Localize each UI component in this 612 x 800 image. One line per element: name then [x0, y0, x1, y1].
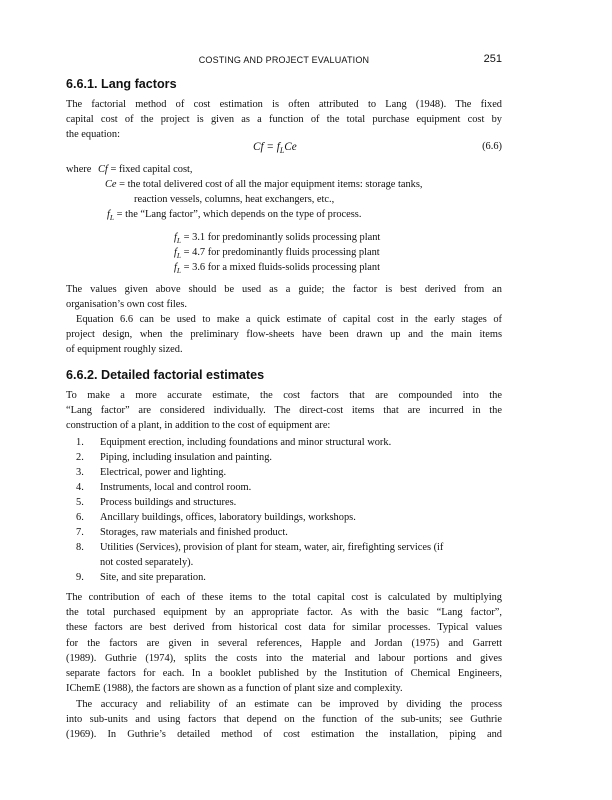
definition-text: = the “Lang factor”, which depends on the type of process.: [116, 209, 362, 220]
section-heading-detailed-factorial: 6.6.2. Detailed factorial estimates: [66, 368, 265, 382]
text-line: of equipment roughly sized.: [66, 344, 183, 356]
lang-factor-solids: $f_L = 3.1$ for predominantly solids processing plant: [174, 232, 381, 246]
definition-text: = the total delivered cost of all the major equipment items: storage tanks,: [119, 179, 423, 190]
text-line: the total purchased equipment by an appropriate factor. As with the basic “Lang factor”,: [66, 607, 502, 619]
text-line: the equation:: [66, 129, 120, 141]
text-line: into sub-units and using factors that depend on the function of the sub-units; see Guthrie: [66, 714, 502, 726]
text-line: construction of a plant, in addition to the cost of equipment are:: [66, 420, 331, 432]
section-heading-lang-factors: 6.6.1. Lang factors: [66, 77, 177, 91]
text-line: (1989). Guthrie (1974), splits the costs into the material and labour portions and gives: [66, 652, 502, 664]
page-number: 251: [483, 53, 502, 65]
text-line: these factors are best derived from historical cost data for similar processes. Typical values: [66, 622, 502, 634]
text-line: To make a more accurate estimate, the cost factors that are compounded into the: [66, 390, 502, 401]
section2-intro: [66, 388, 502, 434]
equation-number: (6.6): [482, 141, 502, 152]
definition-ce-continued: [134, 192, 334, 207]
text-line: capital cost of the project is given as a function of the total purchase equipment cost by: [66, 114, 502, 126]
running-title: COSTING AND PROJECT EVALUATION: [198, 55, 370, 65]
text-line: separate factors for each. In a booklet published by the Institution of Chemical Engineers,: [66, 668, 502, 680]
lang-factor-fluids: $f_L = 4.7$ for predominantly fluids processing plant: [174, 247, 380, 261]
text-line: The accuracy and reliability of an estimate can be improved by dividing the process: [76, 699, 502, 710]
equation-6-6: [66, 141, 502, 157]
section2-paragraph-2: [66, 590, 502, 696]
equation-expression: $Cf = f_LCe$: [253, 141, 297, 156]
running-header: [66, 55, 502, 69]
text-line: for the factors are given in several references, Happle and Jordan (1975) and Garrett: [66, 637, 502, 649]
definition-text: = fixed capital cost,: [110, 164, 193, 175]
text-line: The values given above should be used as a guide; the factor is best derived from an: [66, 284, 502, 295]
text-line: project design, when the preliminary flow-sheets have been drawn up and the main items: [66, 329, 502, 341]
definition-lead: where: [66, 164, 92, 175]
text-line: IChemE (1988), the factors are shown as a function of plant size and complexity.: [66, 683, 403, 695]
section1-paragraph-3: [66, 312, 502, 358]
section2-paragraph-3: [66, 697, 502, 743]
text-line: (1969). In Guthrie’s detailed method of cost estimation the installation, piping and: [66, 729, 502, 741]
definition-fl: $f_L$ = the “Lang factor”, which depends on the type of process.: [107, 209, 362, 223]
definition-cf: where Cf = fixed capital cost,: [66, 164, 193, 175]
text-line: “Lang factor” are considered individually. The direct-cost items that are incurred in the: [66, 405, 502, 417]
text-line: Equation 6.6 can be used to make a quick estimate of capital cost in the early stages of: [76, 314, 502, 325]
section1-intro: [66, 97, 502, 143]
text-line: The factorial method of cost estimation is often attributed to Lang (1948). The fixed: [66, 99, 502, 110]
text-line: The contribution of each of these items to the total capital cost is calculated by multiplying: [66, 592, 502, 603]
lang-factor-mixed: $f_L = 3.6$ for a mixed fluids-solids processing plant: [174, 262, 380, 276]
definition-text: reaction vessels, columns, heat exchangers, etc.,: [134, 194, 335, 205]
text-line: organisation’s own cost files.: [66, 299, 188, 311]
section1-paragraph-2: [66, 282, 502, 312]
definition-ce: Ce = the total delivered cost of all the major equipment items: storage tanks,: [105, 179, 423, 190]
